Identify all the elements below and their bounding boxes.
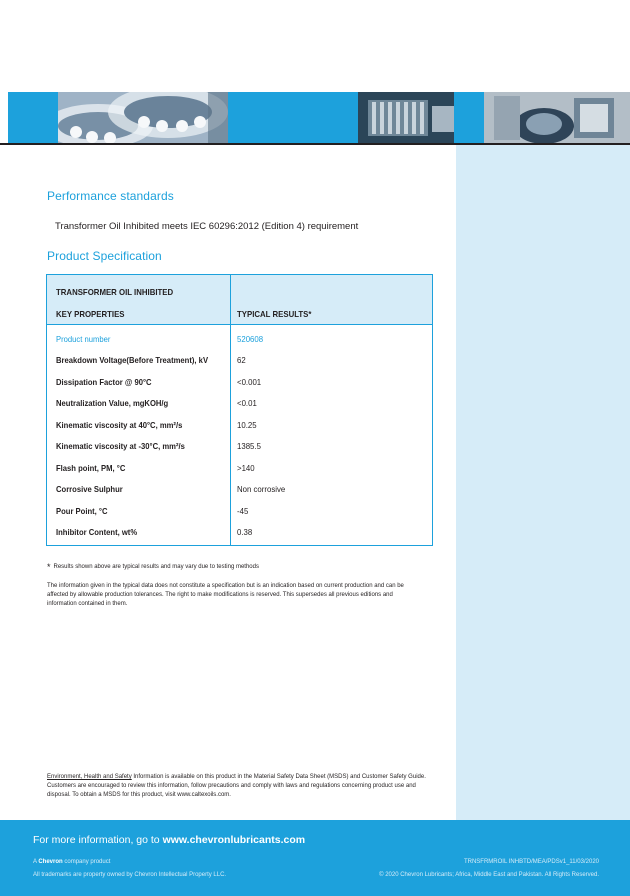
chevron-brand: Chevron — [38, 859, 63, 865]
company-suffix: company product — [62, 859, 111, 865]
table-row — [47, 415, 432, 436]
ehs-link[interactable]: Environment, Health and Safety — [47, 774, 132, 780]
property-name: Product number — [56, 334, 111, 344]
table-row — [47, 479, 432, 500]
table-row — [47, 522, 432, 543]
banner-blue-block — [8, 92, 58, 144]
banner-rule — [0, 143, 630, 145]
property-value: Non corrosive — [237, 484, 286, 494]
more-info-prefix: For more information, go to — [33, 834, 163, 846]
gear-photo — [358, 92, 454, 144]
safety-notice — [47, 773, 427, 800]
property-name: Neutralization Value, mgKOH/g — [56, 398, 169, 408]
property-value: -45 — [237, 506, 249, 516]
company-prefix: A — [33, 859, 39, 865]
property-value: 62 — [237, 355, 246, 365]
copyright: © 2020 Chevron Lubricants; Africa, Middle East and Pakistan. All Rights Reserved. — [379, 872, 599, 878]
company-line — [33, 859, 110, 865]
performance-heading: Performance standards — [47, 189, 174, 203]
table-row — [47, 458, 432, 479]
gear-illustration — [358, 92, 454, 144]
property-value: 1385.5 — [237, 441, 261, 451]
header-banner — [0, 92, 630, 144]
document-code: TRNSFRMROIL INHBTD/MEA/PDSv1_11/03/2020 — [463, 859, 599, 865]
spec-table — [46, 274, 433, 546]
property-name: Corrosive Sulphur — [56, 484, 123, 494]
spec-table-header — [47, 275, 432, 325]
side-panel — [456, 145, 630, 820]
trademark-notice: All trademarks are property owned by Chevron Intellectual Property LLC. — [33, 872, 227, 878]
property-name: Flash point, PM, °C — [56, 463, 126, 473]
table-row — [47, 350, 432, 371]
property-name: Kinematic viscosity at -30°C, mm²/s — [56, 441, 185, 451]
bearing-photo — [58, 92, 228, 144]
property-value: >140 — [237, 463, 255, 473]
property-name: Kinematic viscosity at 40°C, mm²/s — [56, 420, 183, 430]
key-properties-header: KEY PROPERTIES — [56, 309, 125, 319]
website-link[interactable]: www.chevronlubricants.com — [162, 834, 306, 846]
table-row — [47, 393, 432, 414]
property-value: 520608 — [237, 334, 264, 344]
spec-heading: Product Specification — [47, 249, 162, 263]
property-value: <0.01 — [237, 398, 257, 408]
table-row — [47, 436, 432, 457]
property-value: <0.001 — [237, 377, 262, 387]
property-value: 0.38 — [237, 527, 253, 537]
banner-blue-block — [228, 92, 358, 144]
footnote-text: Results shown above are typical results and may vary due to testing methods — [53, 564, 259, 570]
safety-text: Information is available on this product in the Material Safety Data Sheet (MSDS) and Customer Safety Guide. Customers are encouraged to review this information, follow precautions and comply with laws and regulations concerning product use and disposal. To obtain a MSDS for this product, visit www.caltexoils.com. — [47, 774, 426, 798]
footnote-star: * — [47, 562, 51, 572]
performance-text: Transformer Oil Inhibited meets IEC 60296:2012 (Edition 4) requirement — [55, 221, 359, 232]
bearing-illustration — [58, 92, 228, 144]
property-name: Breakdown Voltage(Before Treatment), kV — [56, 355, 209, 365]
property-name: Dissipation Factor @ 90°C — [56, 377, 152, 387]
machinery-photo — [484, 92, 630, 144]
product-name: TRANSFORMER OIL INHIBITED — [56, 287, 174, 297]
more-info — [33, 834, 305, 846]
machinery-illustration — [484, 92, 630, 144]
typical-results-header: TYPICAL RESULTS* — [237, 309, 312, 319]
table-row — [47, 329, 432, 350]
footer — [0, 820, 630, 896]
property-name: Pour Point, °C — [56, 506, 108, 516]
property-name: Inhibitor Content, wt% — [56, 527, 138, 537]
property-value: 10.25 — [237, 420, 257, 430]
table-row — [47, 372, 432, 393]
table-row — [47, 501, 432, 522]
banner-blue-block — [454, 92, 484, 144]
disclaimer-text: The information given in the typical data does not constitute a specification but is an indication based on current production and can be affected by allowable production tolerances. The right to make modifications is reserved. This supersedes all previous editions and information contained in them. — [47, 583, 404, 607]
banner-gap — [0, 92, 8, 144]
results-footnote — [47, 562, 259, 572]
